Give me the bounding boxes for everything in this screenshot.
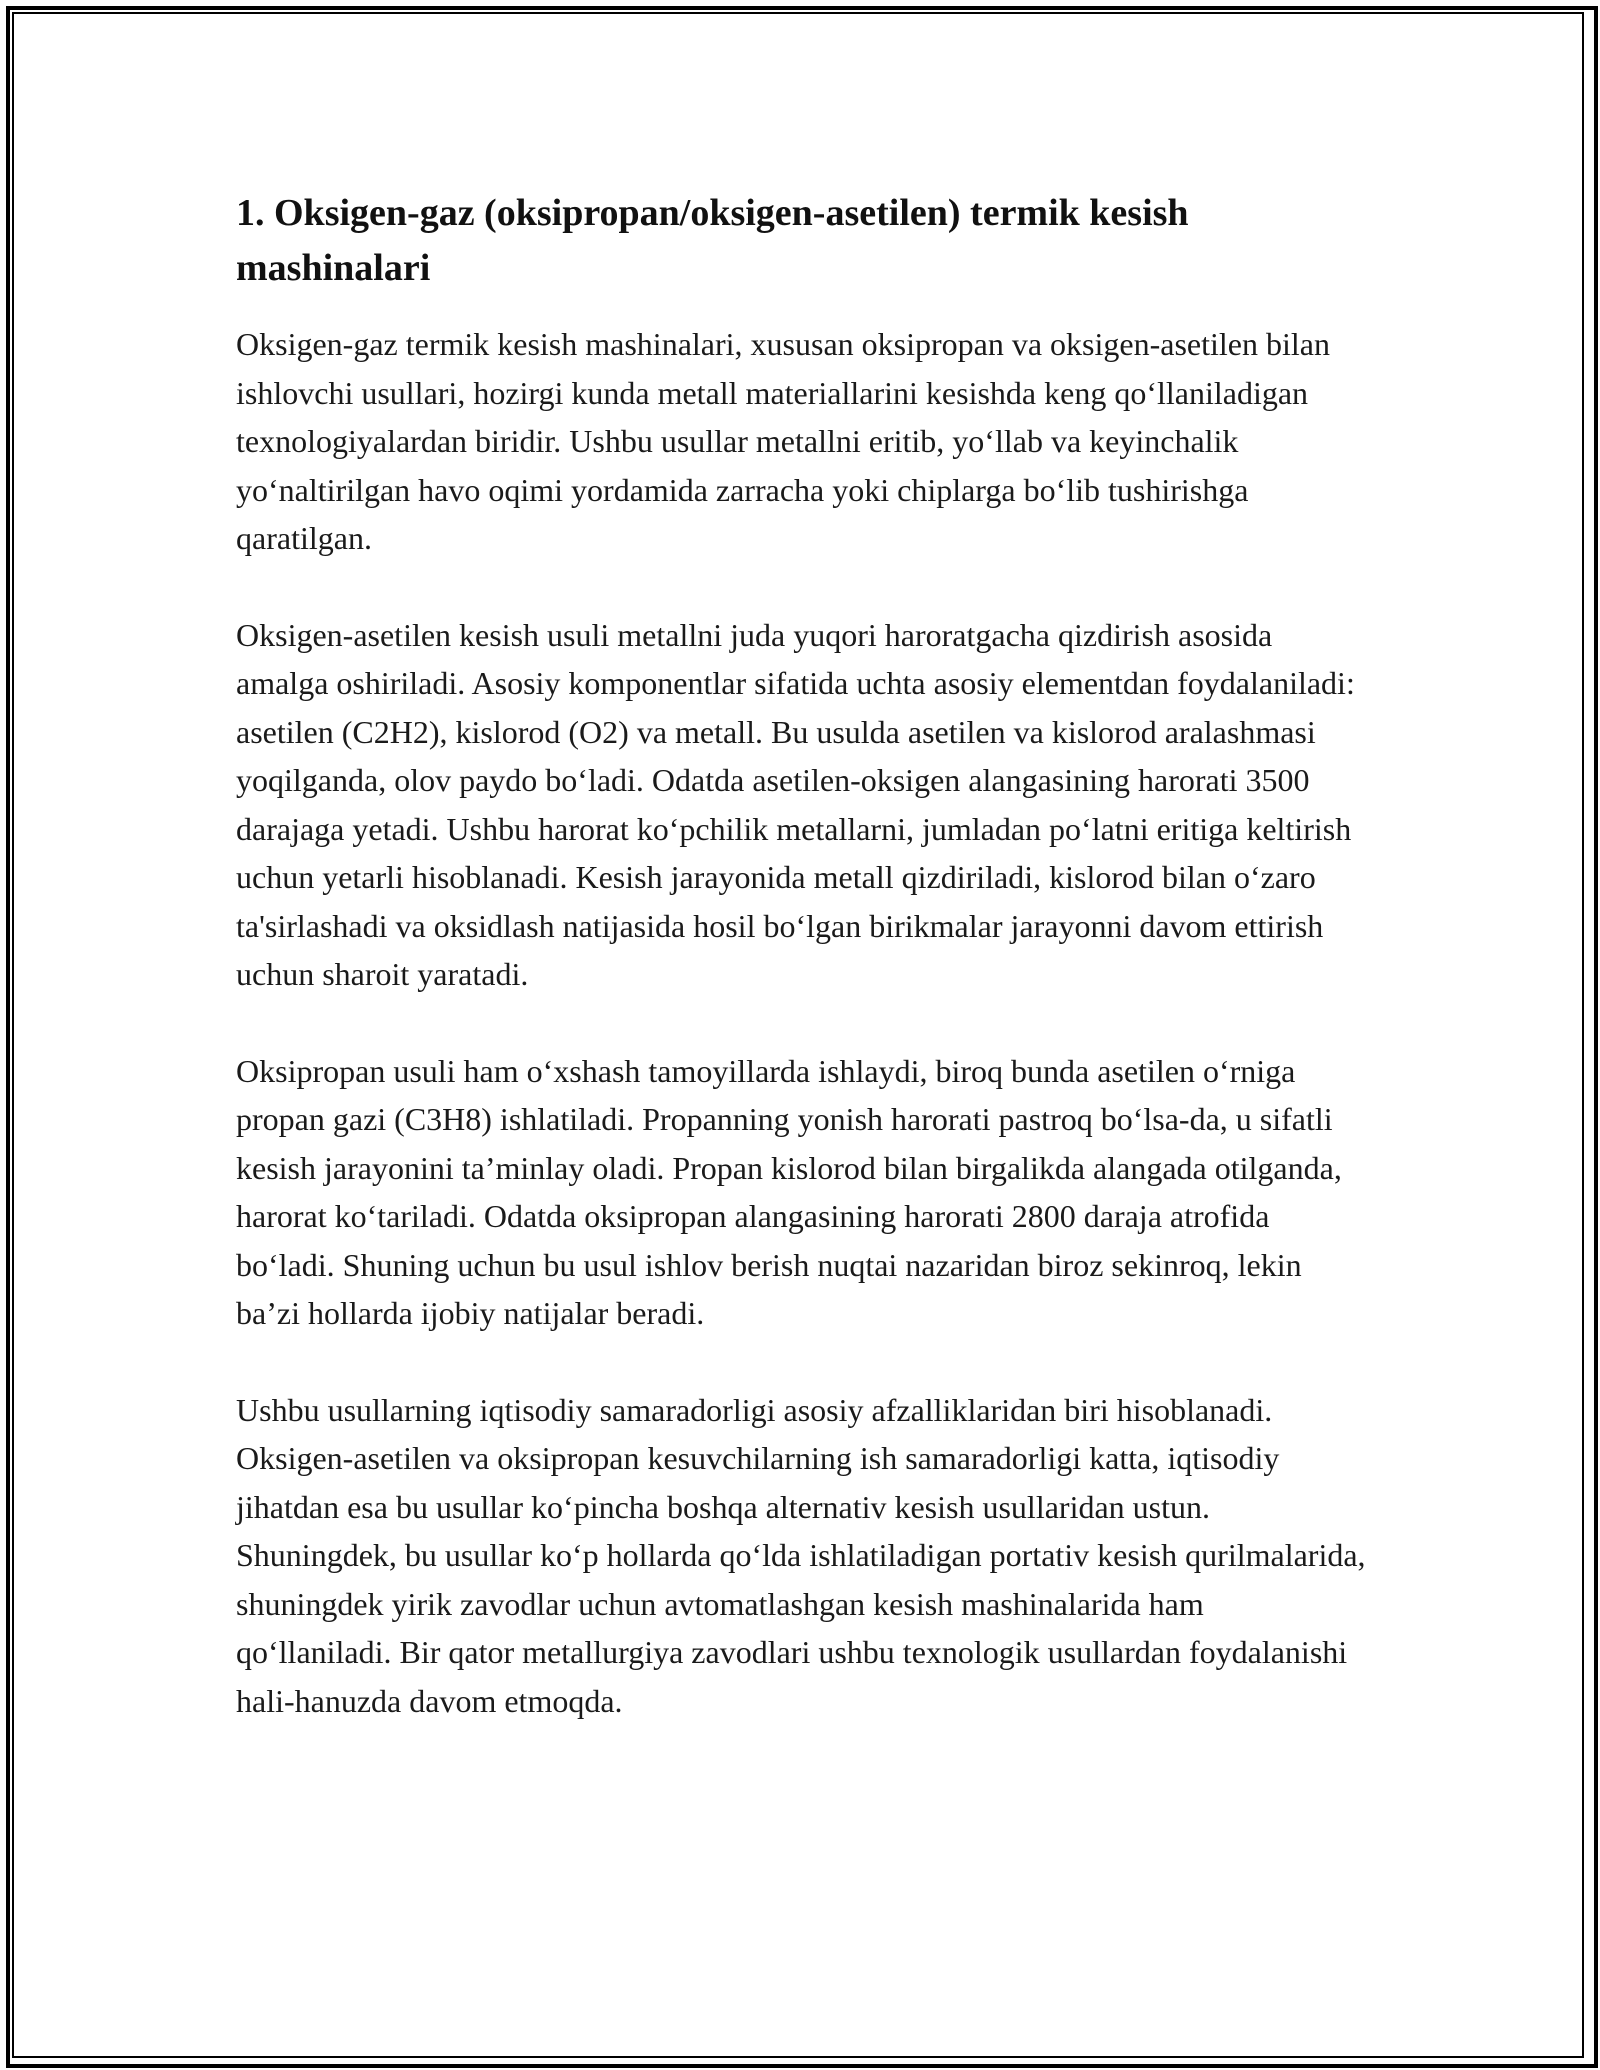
paragraph-oxy-acetylene: Oksigen-asetilen kesish usuli metallni juda yuqori haroratgacha qizdirish asosida amalga oshiriladi. Asosiy komponentlar sifatida uchta asosiy elementdan foydalaniladi: asetilen (C2H2), kislorod (O2) va metall. Bu usulda asetilen va kislorod aralashmasi yoqilganda, olov paydo bo‘ladi. Odatda asetilen-oksigen alangasining harorati 3500 darajaga yetadi. Ushbu harorat ko‘pchilik metallarni, jumladan po‘latni eritiga keltirish uchun yetarli hisoblanadi. Kesish jarayonida metall qizdiriladi, kislorod bilan o‘zaro ta'sirlashadi va oksidlash natijasida hosil bo‘lgan birikmalar jarayonni davom ettirish uchun sharoit yaratadi. [236, 616, 1355, 992]
section-heading: 1. Oksigen-gaz (oksipropan/oksigen-asetilen) termik kesish mashinalari [236, 192, 1189, 289]
paragraph-intro: Oksigen-gaz termik kesish mashinalari, xususan oksipropan va oksigen-asetilen bilan ishlovchi usullari, hozirgi kunda metall materiallarini kesishda keng qo‘llaniladigan texnologiyalardan biridir. Ushbu usullar metallni eritib, yo‘llab va keyinchalik yo‘naltirilgan havo oqimi yordamida zarracha yoki chiplarga bo‘lib tushirishga qaratilgan. [236, 326, 1330, 556]
document-body [236, 186, 1366, 1773]
paragraph-oxy-propane: Oksipropan usuli ham o‘xshash tamoyillarda ishlaydi, biroq bunda asetilen o‘rniga propan gazi (C3H8) ishlatiladi. Propanning yonish harorati pastroq bo‘lsa-da, u sifatli kesish jarayonini ta’minlay oladi. Propan kislorod bilan birgalikda alangada otilganda, harorat ko‘tariladi. Odatda oksipropan alangasining harorati 2800 daraja atrofida bo‘ladi. Shuning uchun bu usul ishlov berish nuqtai nazaridan biroz sekinroq, lekin ba’zi hollarda ijobiy natijalar beradi. [236, 1052, 1342, 1331]
paragraph-economics: Ushbu usullarning iqtisodiy samaradorligi asosiy afzalliklaridan biri hisoblanadi. Oksigen-asetilen va oksipropan kesuvchilarning ish samaradorligi katta, iqtisodiy jihatdan esa bu usullar ko‘pincha boshqa alternativ kesish usullaridan ustun. Shuningdek, bu usullar ko‘p hollarda qo‘lda ishlatiladigan portativ kesish qurilmalarida, shuningdek yirik zavodlar uchun avtomatlashgan kesish mashinalarida ham qo‘llaniladi. Bir qator metallurgiya zavodlari ushbu texnologik usullardan foydalanishi hali-hanuzda davom etmoqda. [236, 1391, 1366, 1719]
